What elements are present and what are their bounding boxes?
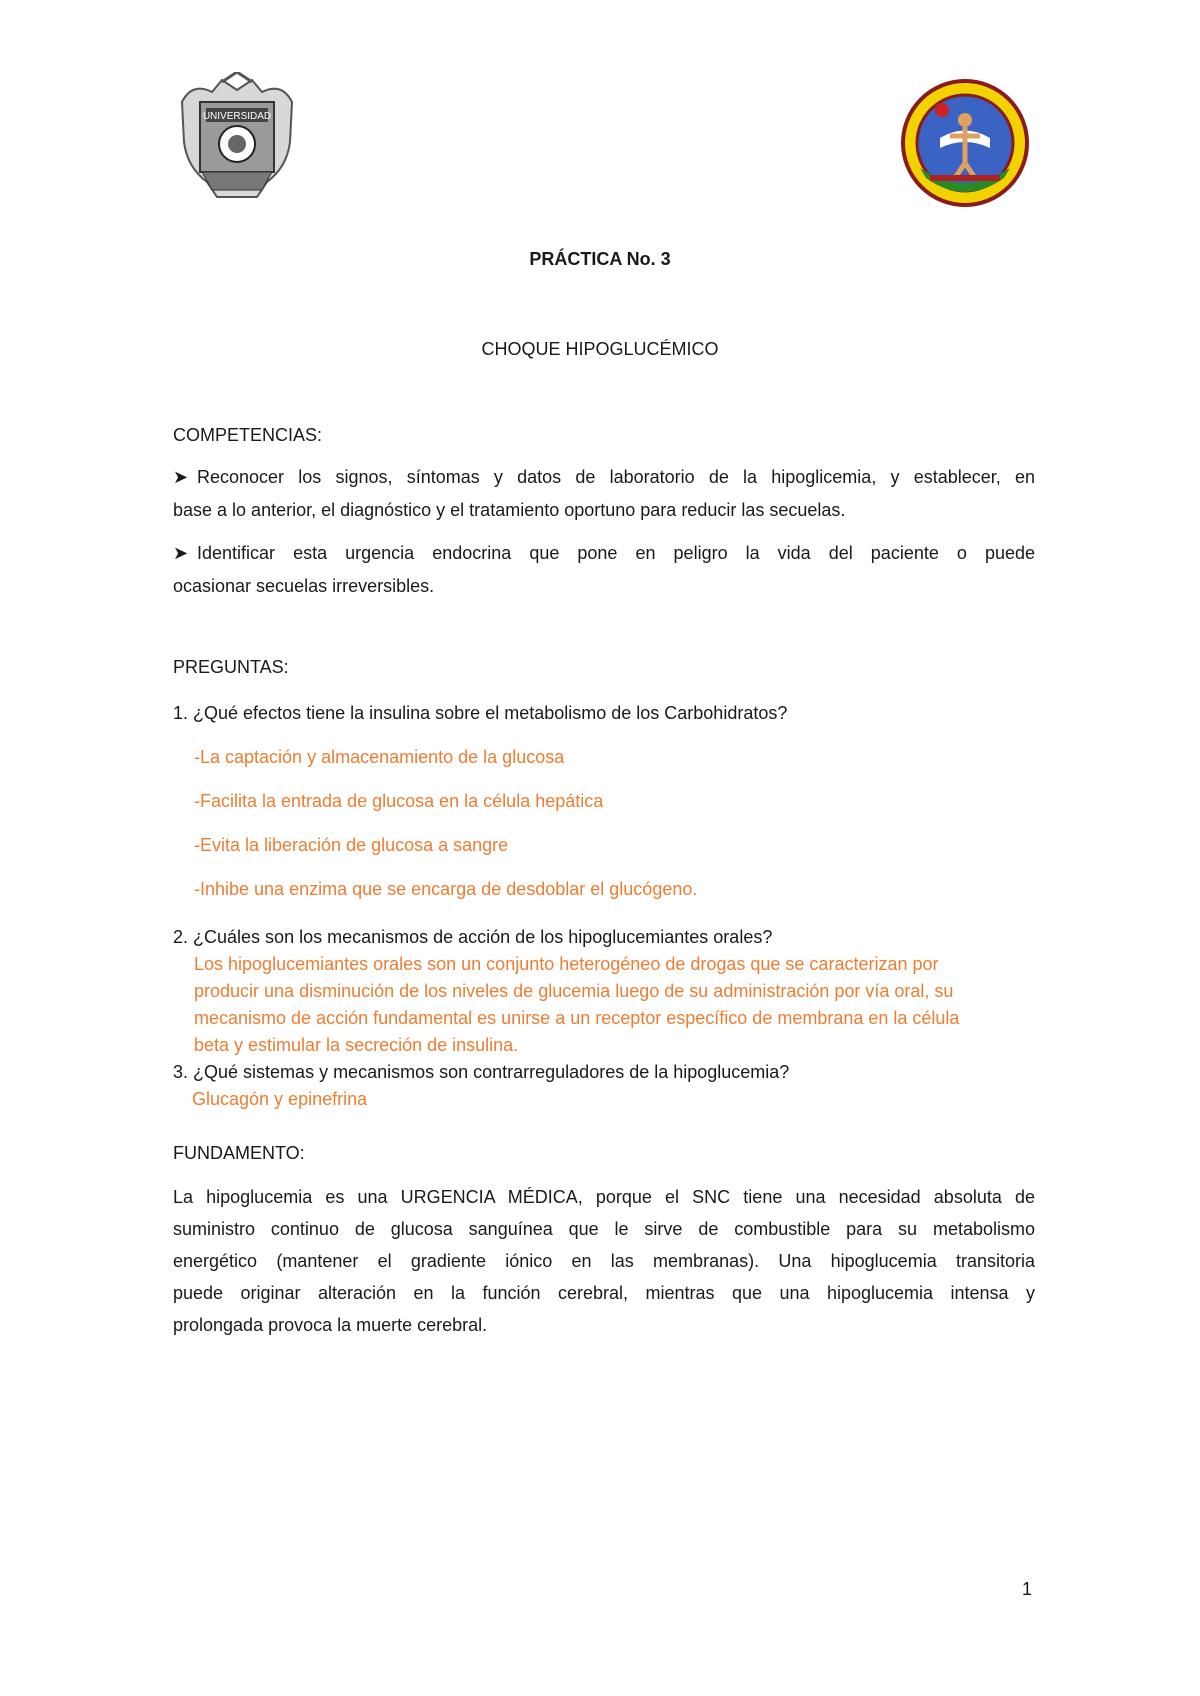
university-seal-icon: [172, 72, 302, 202]
question-number: 1.: [173, 703, 189, 723]
competencia-item-2-line2: ocasionar secuelas irreversibles.: [173, 576, 435, 596]
question-number: 3.: [173, 1062, 189, 1082]
university-seal-logo: [172, 72, 302, 202]
q3-answer: Glucagón y epinefrina: [192, 1089, 368, 1109]
arrow-bullet-icon: ➤: [173, 543, 189, 563]
page-subtitle: CHOQUE HIPOGLUCÉMICO: [481, 339, 719, 359]
competencia-item-2-line1: ➤ Identificar esta urgencia endocrina que pone en peligro la vida del paciente o puede: [173, 540, 1035, 566]
q2-answer-line-3: mecanismo de acción fundamental es unirse a un receptor específico de membrana en la célula: [194, 1008, 960, 1028]
question-1: [173, 700, 787, 726]
university-seal-text: UNIVERSIDAD: [202, 111, 272, 122]
question-text: ¿Cuáles son los mecanismos de acción de los hipoglucemiantes orales?: [193, 927, 773, 947]
page-number: 1: [1022, 1579, 1033, 1599]
q2-answer-line-4: beta y estimular la secreción de insulina.: [194, 1035, 519, 1055]
fundamento-line-1: La hipoglucemia es una URGENCIA MÉDICA, porque el SNC tiene una necesidad absoluta de: [173, 1187, 1035, 1207]
q2-answer-line-2: producir una disminución de los niveles de glucemia luego de su administración por vía oral, su: [194, 981, 954, 1001]
school-emblem-logo: [900, 78, 1030, 208]
competencia-item-1-line1: ➤ Reconocer los signos, síntomas y datos de laboratorio de la hipoglicemia, y establecer, en: [173, 464, 1035, 490]
question-text: ¿Qué sistemas y mecanismos son contrarreguladores de la hipoglucemia?: [193, 1062, 790, 1082]
q2-answer-line-1: Los hipoglucemiantes orales son un conjunto heterogéneo de drogas que se caracterizan por: [194, 954, 939, 974]
fundamento-line-5: prolongada provoca la muerte cerebral.: [173, 1315, 488, 1335]
fundamento-heading: FUNDAMENTO:: [173, 1143, 305, 1163]
competencias-heading: COMPETENCIAS:: [173, 425, 323, 445]
page-title: PRÁCTICA No. 3: [529, 249, 671, 269]
q1-answer-3: -Evita la liberación de glucosa a sangre: [194, 835, 509, 855]
question-number: 2.: [173, 927, 189, 947]
fundamento-line-2: suministro continuo de glucosa sanguínea que le sirve de combustible para su metabolismo: [173, 1219, 1035, 1239]
competencia-item-1-line2: base a lo anterior, el diagnóstico y el tratamiento oportuno para reducir las secuelas.: [173, 500, 846, 520]
arrow-bullet-icon: ➤: [173, 467, 189, 487]
fundamento-line-4: puede originar alteración en la función cerebral, mientras que una hipoglucemia intensa y: [173, 1283, 1035, 1303]
q1-answer-1: -La captación y almacenamiento de la glucosa: [194, 747, 565, 767]
school-emblem-icon: [900, 78, 1030, 208]
q1-answer-2: -Facilita la entrada de glucosa en la célula hepática: [194, 791, 604, 811]
fundamento-line-3: energético (mantener el gradiente iónico en las membranas). Una hipoglucemia transitoria: [173, 1251, 1035, 1271]
q1-answer-4: -Inhibe una enzima que se encarga de desdoblar el glucógeno.: [194, 879, 698, 899]
question-2: [173, 924, 772, 950]
question-text: ¿Qué efectos tiene la insulina sobre el metabolismo de los Carbohidratos?: [193, 703, 788, 723]
preguntas-heading: PREGUNTAS:: [173, 657, 289, 677]
question-3: [173, 1059, 789, 1085]
